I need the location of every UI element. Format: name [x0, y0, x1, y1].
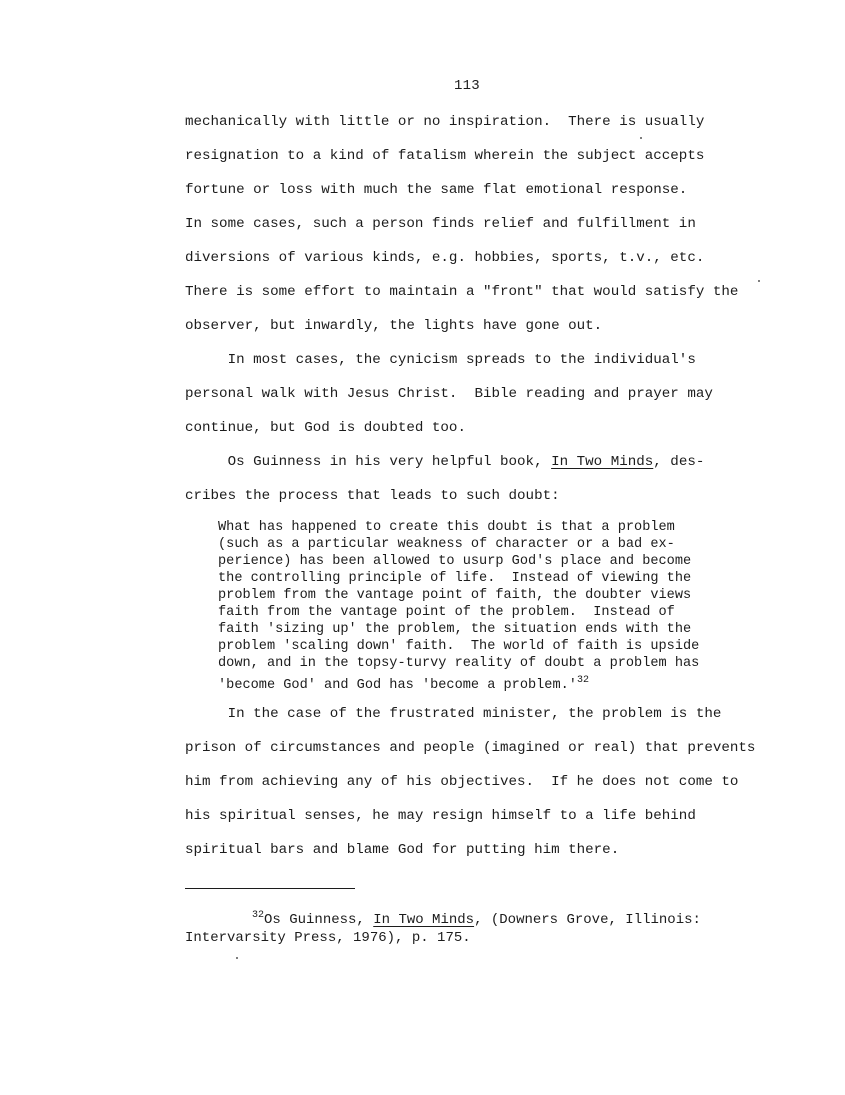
text-line: prison of circumstances and people (imagined or real) that prevents	[185, 740, 756, 756]
text-line: In most cases, the cynicism spreads to the individual's	[185, 352, 696, 368]
text-line: In some cases, such a person finds relief and fulfillment in	[185, 216, 696, 232]
scan-speck	[236, 957, 238, 959]
book-title: In Two Minds	[551, 454, 654, 470]
quote-line: the controlling principle of life. Instead of viewing the	[218, 571, 692, 586]
text-line: his spiritual senses, he may resign himself to a life behind	[185, 808, 696, 824]
quote-line: (such as a particular weakness of character or a bad ex-	[218, 537, 675, 552]
text-segment: 'become God' and God has 'become a problem.'	[218, 678, 577, 693]
text-line: spiritual bars and blame God for putting him there.	[185, 842, 620, 858]
footnote-line: Intervarsity Press, 1976), p. 175.	[185, 930, 471, 946]
text-line: him from achieving any of his objectives. If he does not come to	[185, 774, 739, 790]
scan-speck	[758, 280, 760, 282]
text-segment: , des-	[653, 454, 705, 470]
quote-line: problem from the vantage point of faith, the doubter views	[218, 588, 692, 603]
text-line: diversions of various kinds, e.g. hobbies, sports, t.v., etc.	[185, 250, 705, 266]
footnote-title: In Two Minds	[373, 912, 475, 928]
quote-line: What has happened to create this doubt is that a problem	[218, 520, 675, 535]
text-line: personal walk with Jesus Christ. Bible reading and prayer may	[185, 386, 713, 402]
text-segment: Os Guinness,	[264, 912, 374, 928]
text-line: In the case of the frustrated minister, the problem is the	[185, 706, 722, 722]
text-segment: , (Downers Grove, Illinois:	[474, 912, 701, 928]
quote-line: faith 'sizing up' the problem, the situation ends with the	[218, 622, 692, 637]
footnote-line	[252, 910, 701, 928]
text-line: observer, but inwardly, the lights have gone out.	[185, 318, 603, 334]
quote-line	[218, 672, 589, 694]
page-number: 113	[454, 78, 480, 94]
scan-speck	[640, 137, 642, 139]
text-line: cribes the process that leads to such doubt:	[185, 488, 560, 504]
text-line: continue, but God is doubted too.	[185, 420, 466, 436]
footnote-reference: 32	[576, 675, 589, 686]
quote-line: down, and in the topsy-turvy reality of doubt a problem has	[218, 656, 700, 671]
footnote-number: 32	[252, 910, 265, 921]
footnote-separator	[185, 888, 355, 889]
text-line: resignation to a kind of fatalism wherein the subject accepts	[185, 148, 705, 164]
text-line	[185, 454, 704, 470]
quote-line: perience) has been allowed to usurp God's place and become	[218, 554, 692, 569]
text-line: There is some effort to maintain a "front" that would satisfy the	[185, 284, 739, 300]
quote-line: faith from the vantage point of the problem. Instead of	[218, 605, 675, 620]
quote-line: problem 'scaling down' faith. The world of faith is upside	[218, 639, 700, 654]
text-line: mechanically with little or no inspiration. There is usually	[185, 114, 705, 130]
text-segment: Os Guinness in his very helpful book,	[185, 454, 552, 470]
text-line: fortune or loss with much the same flat emotional response.	[185, 182, 688, 198]
